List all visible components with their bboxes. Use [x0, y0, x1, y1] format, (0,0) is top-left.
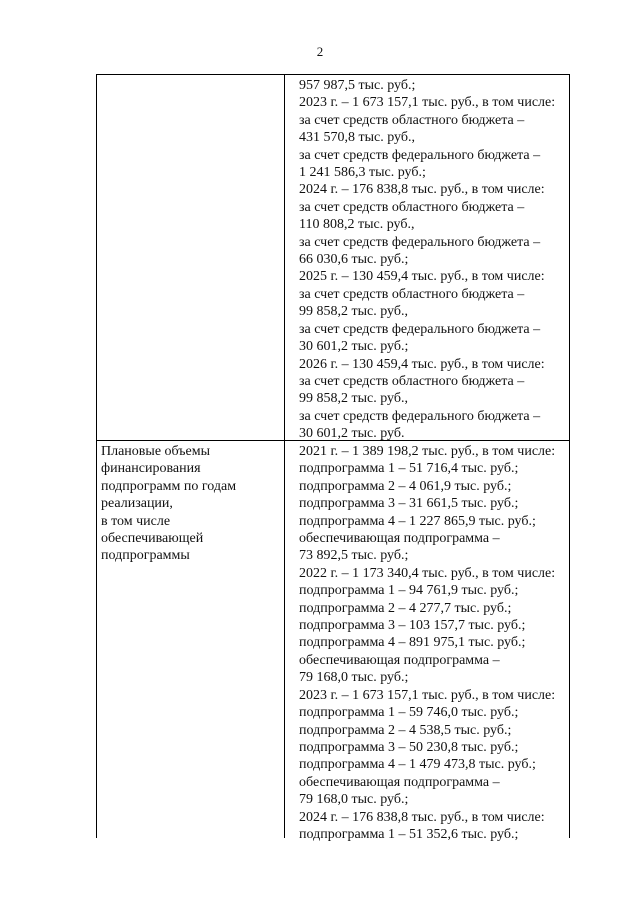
row-value-cell — [285, 75, 569, 443]
row-label-cell — [97, 441, 285, 838]
row-value-cell — [285, 441, 569, 843]
row-label-cell — [97, 75, 285, 440]
table-row — [97, 441, 569, 842]
financing-table — [96, 74, 570, 842]
row-label-text — [97, 75, 284, 77]
row-value-text: 2021 г. – 1 389 198,2 тыс. руб., в том числе: подпрограмма 1 – 51 716,4 тыс. руб.; подпрограмма 2 – 4 061,9 тыс. руб.; подпрограмма 3 – 31 661,5 тыс. руб.; подпрограмма 4 – 1 227 865,9 тыс. руб.; обеспечивающая подпрограмма – 73 892,5 тыс. руб.; 2022 г. – 1 173 340,4 тыс. руб., в том числе: подпрограмма 1 – 94 761,9 тыс. руб.; подпрограмма 2 – 4 277,7 тыс. руб.; подпрограмма 3 – 103 157,7 тыс. руб.; подпрограмма 4 – 891 975,1 тыс. руб.; обеспечивающая подпрограмма – 79 168,0 тыс. руб.; 2023 г. – 1 673 157,1 тыс. руб., в том числе: подпрограмма 1 – 59 746,0 тыс. руб.; подпрограмма 2 – 4 538,5 тыс. руб.; подпрограмма 3 – 50 230,8 тыс. руб.; подпрограмма 4 – 1 479 473,8 тыс. руб.; обеспечивающая подпрограмма – 79 168,0 тыс. руб.; 2024 г. – 176 838,8 тыс. руб., в том числе: подпрограмма 1 – 51 352,6 тыс. руб.; — [299, 444, 556, 842]
row-label-text: Плановые объемы финансирования подпрограмм по годам реализации, в том числе обеспечивающей подпрограммы — [101, 444, 237, 564]
row-value-text: 957 987,5 тыс. руб.; 2023 г. – 1 673 157,1 тыс. руб., в том числе: за счет средств областного бюджета – 431 570,8 тыс. руб., за счет средств федерального бюджета – 1 241 586,3 тыс. руб.; 2024 г. – 176 838,8 тыс. руб., в том числе: за счет средств областного бюджета – 110 808,2 тыс. руб., за счет средств федерального бюджета – 66 030,6 тыс. руб.; 2025 г. – 130 459,4 тыс. руб., в том числе: за счет средств областного бюджета – 99 858,2 тыс. руб., за счет средств федерального бюджета – 30 601,2 тыс. руб.; 2026 г. – 130 459,4 тыс. руб., в том числе: за счет средств областного бюджета – 99 858,2 тыс. руб., за счет средств федерального бюджета – 30 601,2 тыс. руб. — [299, 78, 556, 442]
page-number: 2 — [316, 44, 324, 59]
table-row — [97, 75, 569, 441]
